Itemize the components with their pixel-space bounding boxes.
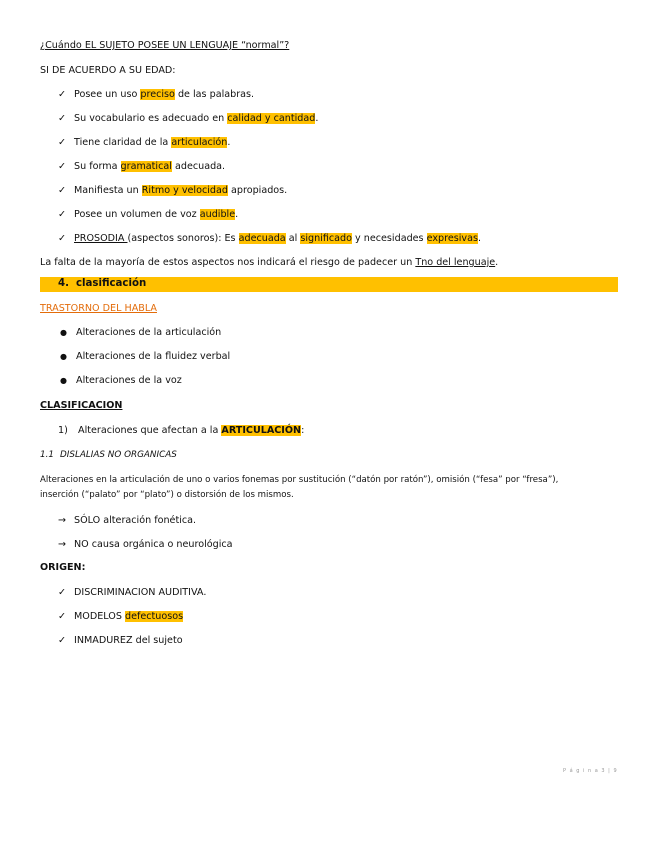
sub-heading: 1.1 DISLALIAS NO ORGANICAS: [40, 450, 177, 460]
check-icon: ✓: [58, 137, 67, 148]
trastorno-heading: TRASTORNO DEL HABLA: [40, 303, 157, 314]
trastorno-item: ● Alteraciones de la fluidez verbal: [60, 351, 231, 362]
intro-line: SI DE ACUERDO A SU EDAD:: [40, 65, 176, 76]
check-icon: ✓: [58, 635, 67, 646]
criteria-item: ✓ Posee un uso preciso de las palabras.: [58, 89, 255, 100]
origen-item: ✓ INMADUREZ del sujeto: [58, 635, 183, 646]
arrow-item: → NO causa orgánica o neurológica: [58, 539, 233, 550]
criteria-item: ✓ Posee un volumen de voz audible.: [58, 209, 239, 220]
trastorno-item: ● Alteraciones de la articulación: [60, 327, 222, 338]
criteria-item: ✓ Su forma gramatical adecuada.: [58, 161, 226, 172]
page-number: P á g i n a 3 | 9: [563, 768, 618, 774]
arrow-right-icon: →: [58, 515, 67, 526]
bullet-icon: ●: [60, 376, 67, 385]
bullet-icon: ●: [60, 328, 67, 337]
numbered-item: 1) Alteraciones que afectan a la ARTICULACIÓN:: [58, 425, 305, 436]
check-icon: ✓: [58, 113, 67, 124]
check-icon: ✓: [58, 185, 67, 196]
origen-item: ✓ MODELOS defectuosos: [58, 611, 184, 622]
check-icon: ✓: [58, 161, 67, 172]
check-icon: ✓: [58, 209, 67, 220]
paragraph-line: Alteraciones en la articulación de uno o varios fonemas por sustitución (“datón por ratón”), omisión (“fesa” por “fresa”),: [40, 475, 559, 485]
paragraph-line: inserción (“palato” por “plato”) o distorsión de los mismos.: [40, 490, 294, 500]
check-icon: ✓: [58, 611, 67, 622]
arrow-item: → SÓLO alteración fonética.: [58, 515, 197, 526]
origen-item: ✓ DISCRIMINACION AUDITIVA.: [58, 587, 207, 598]
criteria-item: ✓ Manifiesta un Ritmo y velocidad apropiados.: [58, 185, 288, 196]
clasificacion-heading: CLASIFICACION: [40, 400, 123, 411]
check-icon: ✓: [58, 233, 67, 244]
criteria-item: ✓ Tiene claridad de la articulación.: [58, 137, 231, 148]
question-heading: ¿Cuándo EL SUJETO POSEE UN LENGUAJE “normal”?: [40, 40, 290, 51]
check-icon: ✓: [58, 89, 67, 100]
section-heading-bar: [40, 277, 618, 292]
origen-heading: ORIGEN:: [40, 562, 86, 573]
tno-lenguaje-text: Tno del lenguaje: [415, 257, 496, 268]
trastorno-item: ● Alteraciones de la voz: [60, 375, 182, 386]
section-number: 4.: [58, 278, 69, 289]
criteria-item: ✓ Su vocabulario es adecuado en calidad y cantidad.: [58, 113, 319, 124]
check-icon: ✓: [58, 587, 67, 598]
prosodia-item: ✓ PROSODIA (aspectos sonoros): Es adecuada al significado y necesidades expresivas.: [58, 233, 482, 244]
bullet-icon: ●: [60, 352, 67, 361]
arrow-right-icon: →: [58, 539, 67, 550]
risk-sentence: La falta de la mayoría de estos aspectos nos indicará el riesgo de padecer un Tno del lenguaje.: [40, 257, 499, 268]
section-title: clasificación: [76, 278, 147, 289]
